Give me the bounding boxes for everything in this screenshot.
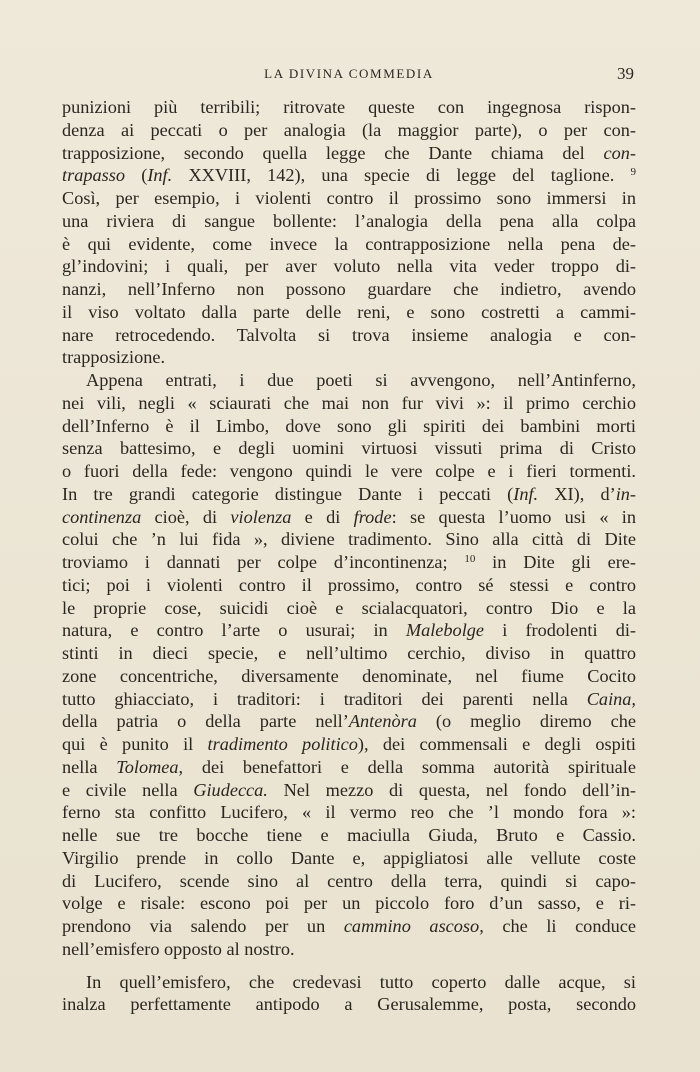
italic-span: Malebolge xyxy=(405,620,485,641)
text-line xyxy=(62,688,636,711)
text-span: nelle sue tre bocche tiene e maciulla Giuda, Bruto e Cassio. xyxy=(62,825,636,845)
text-span: cioè, di xyxy=(141,506,231,527)
text-span: natura, e contro l’arte o usurai; in xyxy=(62,620,406,641)
text-span: XXVIII, 142), una specie di legge del taglione. xyxy=(172,165,631,186)
text-span: XI), d’ xyxy=(538,483,616,504)
text-span: : se questa l’uomo usi « in xyxy=(391,506,636,527)
italic-span: Antenòra xyxy=(348,711,417,732)
text-line xyxy=(62,938,636,961)
italic-span: con- xyxy=(603,142,636,163)
page-header xyxy=(62,64,636,86)
text-line xyxy=(62,574,636,597)
text-span: inalza perfettamente antipodo a Gerusalemme, posta, secondo xyxy=(62,994,636,1015)
italic-span: Tolomea, xyxy=(116,756,184,777)
text-span: gl’indovini; i quali, per aver voluto nella vita veder troppo di- xyxy=(62,256,636,277)
italic-span: trapasso xyxy=(62,165,125,186)
text-line xyxy=(62,801,636,824)
text-span: il viso voltato dalla parte delle reni, e sono costretti a cammi- xyxy=(62,301,636,322)
text-span: o fuori della fede: vengono quindi le vere colpe e i fieri tormenti. xyxy=(62,461,636,481)
text-span: nanzi, nell’Inferno non possono guardare che indietro, avendo xyxy=(62,279,636,299)
text-line xyxy=(62,460,636,483)
text-line xyxy=(62,870,636,893)
italic-span: Inf. xyxy=(513,483,539,504)
text-span: ), dei commensali e degli ospiti xyxy=(357,734,636,754)
italic-span: violenza xyxy=(230,506,292,527)
text-span: denza ai peccati o per analogia (la maggior parte), o per con- xyxy=(62,119,636,140)
text-line xyxy=(62,756,636,779)
text-span: In tre grandi categorie distingue Dante i peccati ( xyxy=(62,483,514,504)
text-span: Appena entrati, i due poeti si avvengono, nell’Antinferno, xyxy=(86,370,636,390)
text-line xyxy=(62,528,636,551)
body-text xyxy=(62,96,636,1016)
text-line xyxy=(62,415,636,438)
text-span: In quell’emisfero, che credevasi tutto coperto dalle acque, si xyxy=(86,971,636,992)
text-line xyxy=(62,597,636,620)
text-span: in Dite gli ere- xyxy=(475,552,636,572)
page-number: 39 xyxy=(617,64,634,83)
text-span: ( xyxy=(125,165,148,186)
text-line xyxy=(62,847,636,870)
text-span: prendono via salendo per un xyxy=(62,916,344,936)
text-span: trapposizione. xyxy=(62,347,166,368)
text-span: è qui evidente, come invece la contrapposizione nella pena de- xyxy=(62,233,636,254)
text-span: e civile nella xyxy=(62,779,194,800)
text-line xyxy=(62,187,636,210)
italic-span: Caina, xyxy=(586,688,636,709)
text-span: di Lucifero, scende sino al centro della terra, quindi si capo- xyxy=(62,870,636,891)
footnote-ref: 9 xyxy=(630,166,636,179)
text-line xyxy=(62,346,636,369)
text-span: Così, per esempio, i violenti contro il prossimo sono immersi in xyxy=(62,188,636,208)
text-line xyxy=(62,915,636,938)
text-span: colui che ’n lui fida », diviene tradimento. Sino alla città di Dite xyxy=(62,529,636,550)
text-span: della patria o della parte nell’ xyxy=(62,711,349,732)
text-span: volge e risale: escono poi per un piccolo foro d’un sasso, e ri- xyxy=(62,893,636,914)
text-span: i frodolenti di- xyxy=(484,620,636,641)
text-span: e di xyxy=(291,506,354,527)
text-line xyxy=(62,96,636,119)
text-span: dell’Inferno è il Limbo, dove sono gli spiriti dei bambini morti xyxy=(62,415,636,436)
text-line xyxy=(62,324,636,347)
text-span: nare retrocedendo. Talvolta si trova insieme analogia e con- xyxy=(62,324,636,345)
text-line xyxy=(62,164,636,187)
text-span: tici; poi i violenti contro il prossimo, contro sé stessi e contro xyxy=(62,574,636,595)
text-line xyxy=(62,733,636,756)
text-line xyxy=(62,233,636,256)
italic-span: Giudecca. xyxy=(193,779,268,800)
text-line xyxy=(62,255,636,278)
text-line xyxy=(62,142,636,165)
text-span: dei benefattori e della somma autorità spirituale xyxy=(183,756,636,777)
text-span: punizioni più terribili; ritrovate queste con ingegnosa rispon- xyxy=(62,97,636,117)
italic-span: in- xyxy=(615,483,636,504)
text-line xyxy=(62,119,636,142)
text-line xyxy=(62,971,636,994)
text-span: ferno sta confitto Lucifero, « il vermo reo che ’l mondo fora »: xyxy=(62,802,636,823)
text-line xyxy=(62,301,636,324)
text-line xyxy=(62,210,636,233)
text-span: senza battesimo, e degli uomini virtuosi vissuti prima di Cristo xyxy=(62,438,636,459)
text-span: le proprie cose, suicidi cioè e scialacquatori, contro Dio e la xyxy=(62,597,636,618)
text-line xyxy=(62,506,636,529)
text-line xyxy=(62,665,636,688)
text-span: qui è punito il xyxy=(62,734,208,754)
italic-span: continenza xyxy=(62,506,142,527)
italic-span: cammino ascoso, xyxy=(343,916,484,936)
text-line xyxy=(62,779,636,802)
italic-span: Inf. xyxy=(147,165,173,186)
text-line xyxy=(62,278,636,301)
text-span: trapposizione, secondo quella legge che Dante chiama del xyxy=(62,142,604,163)
text-line xyxy=(62,483,636,506)
text-line xyxy=(62,551,636,574)
text-span: (o meglio diremo che xyxy=(416,711,636,732)
text-line xyxy=(62,437,636,460)
text-line xyxy=(62,642,636,665)
text-line xyxy=(62,392,636,415)
text-line xyxy=(62,619,636,642)
italic-span: frode xyxy=(353,506,392,527)
text-span: nei vili, negli « sciaurati che mai non fur vivi »: il primo cerchio xyxy=(62,392,636,413)
footnote-ref: 10 xyxy=(464,553,476,565)
text-span: tutto ghiacciato, i traditori: i traditori dei parenti nella xyxy=(62,688,587,709)
text-span: una riviera di sangue bollente: l’analogia della pena alla colpa xyxy=(62,210,636,231)
text-span: zone concentriche, diversamente denominate, nel fiume Cocito xyxy=(62,665,636,686)
text-span: Virgilio prende in collo Dante e, appigliatosi alle vellute coste xyxy=(62,847,636,868)
text-line xyxy=(62,369,636,392)
text-line xyxy=(62,892,636,915)
text-span: troviamo i dannati per colpe d’incontinenza; xyxy=(62,552,465,572)
text-span: Nel mezzo di questa, nel fondo dell’in- xyxy=(267,779,636,800)
text-span: che li conduce xyxy=(483,916,636,936)
text-line xyxy=(62,993,636,1016)
running-title: LA DIVINA COMMEDIA xyxy=(264,66,434,81)
text-span: nella xyxy=(62,756,117,777)
text-line xyxy=(62,710,636,733)
text-span: nell’emisfero opposto al nostro. xyxy=(62,938,295,959)
text-line xyxy=(62,824,636,847)
italic-span: tradimento politico xyxy=(207,734,358,754)
text-span: stinti in dieci specie, e nell’ultimo cerchio, diviso in quattro xyxy=(62,643,636,663)
